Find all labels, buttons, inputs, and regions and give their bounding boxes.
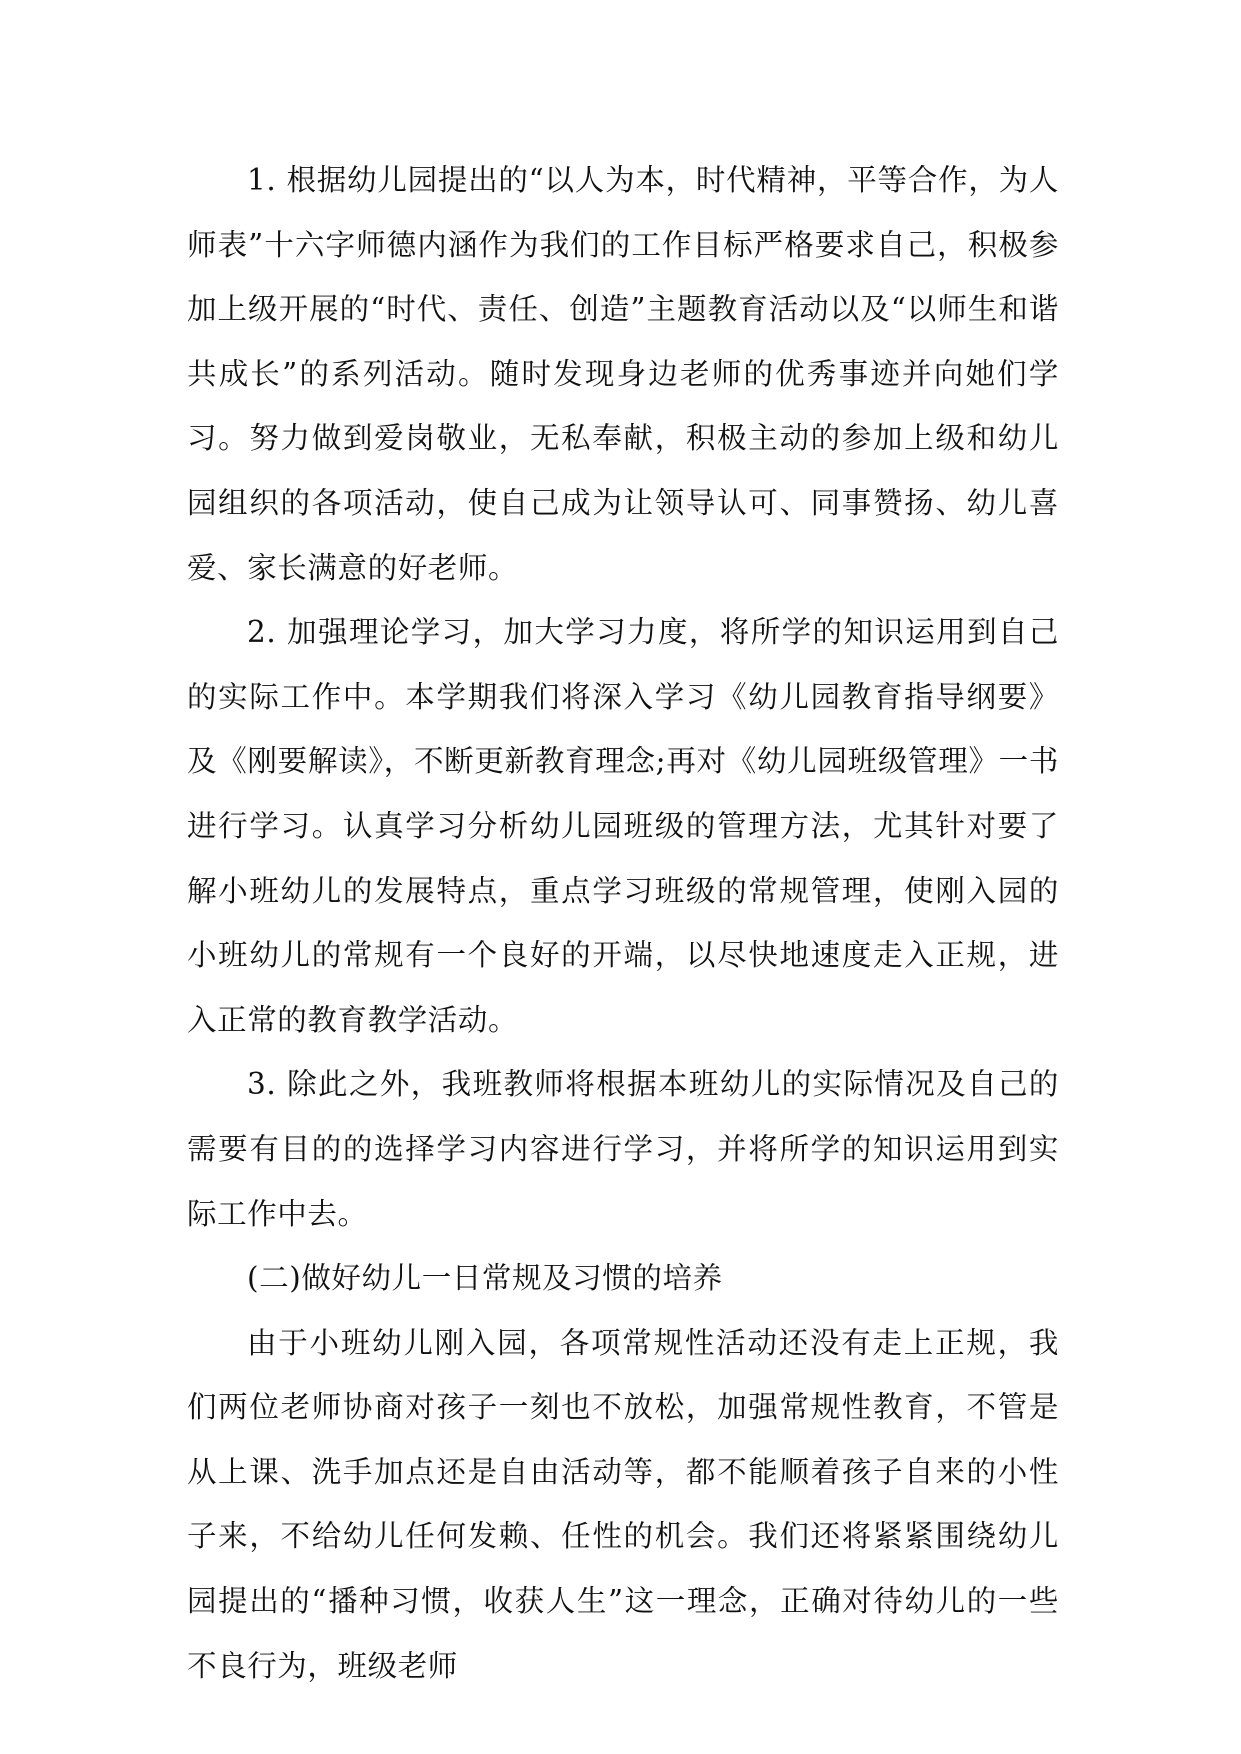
section-heading: (二)做好幼儿一日常规及习惯的培养 — [247, 1261, 723, 1296]
paragraph-1: 1. 根据幼儿园提出的“以人为本，时代精神，平等合作，为人师表”十六字师德内涵作为我们的工作目标严格要求自己，积极参加上级开展的“时代、责任、创造”主题教育活动以及“以师生和谐共成长”的系列活动。随时发现身边老师的优秀事迹并向她们学习。努力做到爱岗敬业，无私奉献，积极主动的参加上级和幼儿园组织的各项活动，使自己成为让领导认可、同事赞扬、幼儿喜爱、家长满意的好老师。 — [187, 163, 1059, 585]
paragraph-2: 2. 加强理论学习，加大学习力度，将所学的知识运用到自己的实际工作中。本学期我们将深入学习《幼儿园教育指导纲要》及《刚要解读》，不断更新教育理念;再对《幼儿园班级管理》一书进行学习。认真学习分析幼儿园班级的管理方法，尤其针对要了解小班幼儿的发展特点，重点学习班级的常规管理，使刚入园的小班幼儿的常规有一个良好的开端，以尽快地速度走入正规，进入正常的教育教学活动。 — [187, 615, 1059, 1037]
document-body — [187, 148, 1059, 1698]
paragraph-4: 由于小班幼儿刚入园，各项常规性活动还没有走上正规，我们两位老师协商对孩子一刻也不放松，加强常规性教育，不管是从上课、洗手加点还是自由活动等，都不能顺着孩子自来的小性子来，不给幼儿任何发赖、任性的机会。我们还将紧紧围绕幼儿园提出的“播种习惯，收获人生”这一理念，正确对待幼儿的一些不良行为，班级老师 — [187, 1325, 1059, 1683]
paragraph-3: 3. 除此之外，我班教师将根据本班幼儿的实际情况及自己的需要有目的的选择学习内容进行学习，并将所学的知识运用到实际工作中去。 — [187, 1067, 1059, 1231]
